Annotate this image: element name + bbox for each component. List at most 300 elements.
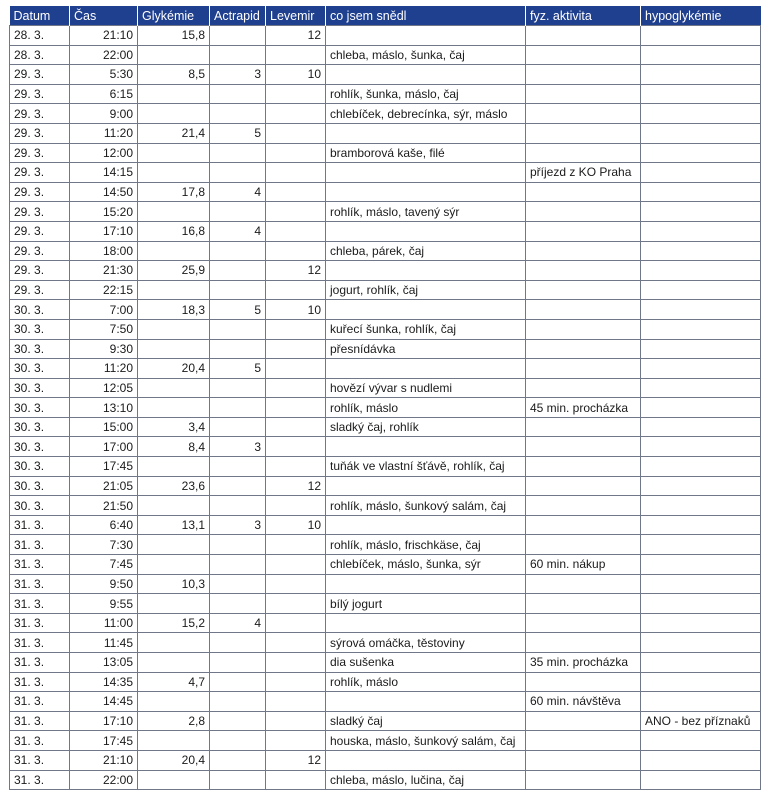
cell-food: rohlík, máslo (326, 672, 526, 692)
cell-levemir (266, 457, 326, 477)
cell-actrapid (210, 770, 266, 790)
cell-hypoglycemia (641, 241, 761, 261)
table-row (10, 535, 761, 555)
table-row (10, 515, 761, 535)
cell-food: chleba, máslo, šunka, čaj (326, 45, 526, 65)
cell-hypoglycemia (641, 163, 761, 183)
cell-hypoglycemia (641, 280, 761, 300)
glycemia-log (9, 6, 760, 790)
cell-glycemia: 25,9 (138, 261, 210, 281)
cell-food: hovězí vývar s nudlemi (326, 378, 526, 398)
cell-glycemia: 20,4 (138, 750, 210, 770)
cell-date: 31. 3. (10, 594, 70, 614)
cell-time: 21:30 (70, 261, 138, 281)
cell-hypoglycemia (641, 339, 761, 359)
cell-food (326, 163, 526, 183)
cell-hypoglycemia (641, 45, 761, 65)
cell-levemir (266, 202, 326, 222)
cell-time: 15:00 (70, 417, 138, 437)
cell-hypoglycemia (641, 731, 761, 751)
cell-date: 29. 3. (10, 163, 70, 183)
table-row (10, 241, 761, 261)
cell-food: sladký čaj, rohlík (326, 417, 526, 437)
cell-glycemia: 2,8 (138, 711, 210, 731)
cell-actrapid (210, 496, 266, 516)
column-header-time: Čas (70, 6, 138, 26)
cell-levemir (266, 417, 326, 437)
cell-actrapid (210, 163, 266, 183)
cell-activity (526, 359, 641, 379)
column-header-hypoglycemia: hypoglykémie (641, 6, 761, 26)
table-row (10, 496, 761, 516)
cell-date: 30. 3. (10, 496, 70, 516)
cell-date: 30. 3. (10, 417, 70, 437)
cell-hypoglycemia (641, 633, 761, 653)
cell-actrapid (210, 672, 266, 692)
cell-levemir: 10 (266, 300, 326, 320)
cell-time: 17:45 (70, 457, 138, 477)
cell-glycemia (138, 496, 210, 516)
cell-time: 22:15 (70, 280, 138, 300)
cell-time: 14:45 (70, 692, 138, 712)
cell-time: 18:00 (70, 241, 138, 261)
cell-food (326, 359, 526, 379)
cell-actrapid (210, 417, 266, 437)
cell-actrapid (210, 653, 266, 673)
cell-time: 9:55 (70, 594, 138, 614)
cell-food (326, 26, 526, 46)
column-header-date: Datum (10, 6, 70, 26)
cell-actrapid (210, 711, 266, 731)
cell-activity (526, 535, 641, 555)
table-row (10, 378, 761, 398)
cell-hypoglycemia (641, 417, 761, 437)
cell-date: 30. 3. (10, 339, 70, 359)
cell-food: bramborová kaše, filé (326, 143, 526, 163)
cell-food: chleba, máslo, lučina, čaj (326, 770, 526, 790)
column-header-actrapid: Actrapid (210, 6, 266, 26)
cell-glycemia: 3,4 (138, 417, 210, 437)
cell-levemir (266, 613, 326, 633)
cell-date: 31. 3. (10, 770, 70, 790)
cell-activity (526, 613, 641, 633)
cell-date: 29. 3. (10, 104, 70, 124)
cell-time: 9:50 (70, 574, 138, 594)
cell-levemir (266, 770, 326, 790)
cell-food: jogurt, rohlík, čaj (326, 280, 526, 300)
cell-date: 29. 3. (10, 182, 70, 202)
cell-actrapid (210, 574, 266, 594)
cell-hypoglycemia (641, 535, 761, 555)
table-row (10, 300, 761, 320)
cell-food: sladký čaj (326, 711, 526, 731)
table-row (10, 711, 761, 731)
cell-glycemia (138, 202, 210, 222)
table-row (10, 574, 761, 594)
cell-actrapid (210, 594, 266, 614)
cell-hypoglycemia (641, 261, 761, 281)
cell-glycemia: 8,5 (138, 65, 210, 85)
cell-levemir (266, 398, 326, 418)
table-row (10, 770, 761, 790)
cell-actrapid (210, 280, 266, 300)
table-row (10, 65, 761, 85)
cell-levemir (266, 45, 326, 65)
cell-actrapid (210, 202, 266, 222)
cell-date: 29. 3. (10, 123, 70, 143)
cell-glycemia (138, 398, 210, 418)
cell-activity (526, 672, 641, 692)
cell-food (326, 300, 526, 320)
cell-time: 7:50 (70, 319, 138, 339)
table-row (10, 437, 761, 457)
cell-food: sýrová omáčka, těstoviny (326, 633, 526, 653)
cell-date: 28. 3. (10, 45, 70, 65)
cell-activity (526, 104, 641, 124)
cell-time: 13:10 (70, 398, 138, 418)
cell-food (326, 750, 526, 770)
cell-actrapid (210, 45, 266, 65)
cell-glycemia (138, 653, 210, 673)
cell-levemir (266, 104, 326, 124)
cell-levemir: 12 (266, 26, 326, 46)
cell-hypoglycemia (641, 26, 761, 46)
cell-time: 15:20 (70, 202, 138, 222)
cell-actrapid (210, 457, 266, 477)
table-row (10, 202, 761, 222)
column-header-food: co jsem snědl (326, 6, 526, 26)
cell-date: 29. 3. (10, 84, 70, 104)
cell-activity (526, 45, 641, 65)
header-row (10, 6, 761, 26)
cell-time: 11:45 (70, 633, 138, 653)
cell-glycemia (138, 535, 210, 555)
cell-time: 12:05 (70, 378, 138, 398)
cell-time: 9:00 (70, 104, 138, 124)
cell-levemir: 10 (266, 515, 326, 535)
cell-food (326, 123, 526, 143)
cell-date: 31. 3. (10, 535, 70, 555)
cell-activity (526, 300, 641, 320)
cell-date: 31. 3. (10, 613, 70, 633)
table-row (10, 633, 761, 653)
cell-glycemia (138, 104, 210, 124)
cell-activity: 60 min. návštěva (526, 692, 641, 712)
cell-actrapid (210, 143, 266, 163)
cell-time: 7:45 (70, 555, 138, 575)
cell-hypoglycemia (641, 123, 761, 143)
cell-levemir (266, 378, 326, 398)
table-row (10, 692, 761, 712)
cell-levemir (266, 339, 326, 359)
cell-food: houska, máslo, šunkový salám, čaj (326, 731, 526, 751)
cell-food: bílý jogurt (326, 594, 526, 614)
cell-activity (526, 202, 641, 222)
cell-glycemia (138, 594, 210, 614)
cell-levemir (266, 182, 326, 202)
cell-date: 30. 3. (10, 437, 70, 457)
cell-date: 30. 3. (10, 457, 70, 477)
cell-hypoglycemia (641, 398, 761, 418)
cell-actrapid (210, 319, 266, 339)
cell-activity (526, 339, 641, 359)
cell-activity (526, 633, 641, 653)
cell-date: 31. 3. (10, 574, 70, 594)
cell-activity (526, 84, 641, 104)
cell-glycemia (138, 633, 210, 653)
cell-time: 7:00 (70, 300, 138, 320)
cell-date: 31. 3. (10, 515, 70, 535)
cell-time: 11:20 (70, 359, 138, 379)
cell-activity (526, 731, 641, 751)
cell-glycemia (138, 84, 210, 104)
cell-actrapid (210, 555, 266, 575)
cell-glycemia: 18,3 (138, 300, 210, 320)
cell-activity (526, 496, 641, 516)
cell-levemir (266, 731, 326, 751)
cell-food (326, 437, 526, 457)
cell-activity (526, 378, 641, 398)
table-row (10, 417, 761, 437)
cell-glycemia: 10,3 (138, 574, 210, 594)
cell-activity (526, 515, 641, 535)
cell-time: 21:10 (70, 750, 138, 770)
cell-activity (526, 26, 641, 46)
cell-food (326, 574, 526, 594)
cell-activity (526, 770, 641, 790)
table-row (10, 26, 761, 46)
cell-food: chleba, párek, čaj (326, 241, 526, 261)
table-row (10, 182, 761, 202)
cell-levemir (266, 280, 326, 300)
cell-levemir: 10 (266, 65, 326, 85)
cell-date: 31. 3. (10, 731, 70, 751)
cell-activity (526, 280, 641, 300)
cell-actrapid (210, 731, 266, 751)
cell-glycemia (138, 241, 210, 261)
cell-date: 29. 3. (10, 65, 70, 85)
cell-time: 21:50 (70, 496, 138, 516)
cell-levemir: 12 (266, 476, 326, 496)
cell-hypoglycemia (641, 515, 761, 535)
cell-actrapid: 5 (210, 123, 266, 143)
cell-glycemia (138, 280, 210, 300)
cell-glycemia (138, 319, 210, 339)
cell-activity: 35 min. procházka (526, 653, 641, 673)
cell-levemir (266, 84, 326, 104)
cell-actrapid: 4 (210, 613, 266, 633)
cell-time: 17:10 (70, 221, 138, 241)
cell-date: 29. 3. (10, 221, 70, 241)
cell-activity (526, 750, 641, 770)
cell-hypoglycemia (641, 613, 761, 633)
table-row (10, 143, 761, 163)
cell-actrapid (210, 692, 266, 712)
cell-hypoglycemia (641, 143, 761, 163)
cell-actrapid: 5 (210, 359, 266, 379)
table-row (10, 731, 761, 751)
cell-actrapid: 5 (210, 300, 266, 320)
cell-food: chlebíček, máslo, šunka, sýr (326, 555, 526, 575)
cell-date: 28. 3. (10, 26, 70, 46)
cell-food: rohlík, šunka, máslo, čaj (326, 84, 526, 104)
cell-date: 29. 3. (10, 241, 70, 261)
cell-levemir (266, 496, 326, 516)
table-row (10, 476, 761, 496)
cell-actrapid (210, 84, 266, 104)
table-row (10, 750, 761, 770)
cell-time: 14:35 (70, 672, 138, 692)
cell-date: 30. 3. (10, 300, 70, 320)
cell-actrapid: 3 (210, 65, 266, 85)
cell-food (326, 692, 526, 712)
cell-date: 31. 3. (10, 750, 70, 770)
cell-glycemia: 16,8 (138, 221, 210, 241)
cell-time: 22:00 (70, 45, 138, 65)
table-row (10, 221, 761, 241)
cell-glycemia: 21,4 (138, 123, 210, 143)
cell-food (326, 476, 526, 496)
cell-hypoglycemia (641, 359, 761, 379)
cell-activity (526, 574, 641, 594)
cell-levemir (266, 437, 326, 457)
cell-hypoglycemia (641, 594, 761, 614)
cell-activity (526, 143, 641, 163)
cell-glycemia (138, 555, 210, 575)
cell-time: 9:30 (70, 339, 138, 359)
cell-hypoglycemia: ANO - bez příznaků (641, 711, 761, 731)
table-row (10, 398, 761, 418)
table-row (10, 163, 761, 183)
cell-levemir (266, 633, 326, 653)
cell-food: dia sušenka (326, 653, 526, 673)
cell-hypoglycemia (641, 653, 761, 673)
table-row (10, 319, 761, 339)
cell-time: 11:00 (70, 613, 138, 633)
cell-levemir (266, 692, 326, 712)
cell-actrapid (210, 750, 266, 770)
table-row (10, 457, 761, 477)
cell-actrapid (210, 241, 266, 261)
cell-food (326, 65, 526, 85)
cell-levemir (266, 535, 326, 555)
cell-levemir (266, 123, 326, 143)
cell-actrapid (210, 398, 266, 418)
cell-time: 14:15 (70, 163, 138, 183)
cell-hypoglycemia (641, 555, 761, 575)
table-row (10, 45, 761, 65)
cell-food (326, 515, 526, 535)
cell-levemir (266, 555, 326, 575)
cell-activity: příjezd z KO Praha (526, 163, 641, 183)
cell-hypoglycemia (641, 84, 761, 104)
cell-food: chlebíček, debrecínka, sýr, máslo (326, 104, 526, 124)
cell-date: 29. 3. (10, 261, 70, 281)
cell-date: 30. 3. (10, 476, 70, 496)
cell-glycemia: 23,6 (138, 476, 210, 496)
cell-food: rohlík, máslo, tavený sýr (326, 202, 526, 222)
cell-levemir (266, 594, 326, 614)
cell-date: 31. 3. (10, 653, 70, 673)
cell-actrapid: 3 (210, 437, 266, 457)
cell-actrapid (210, 26, 266, 46)
cell-activity (526, 123, 641, 143)
cell-time: 22:00 (70, 770, 138, 790)
cell-levemir (266, 241, 326, 261)
cell-glycemia: 8,4 (138, 437, 210, 457)
cell-glycemia: 17,8 (138, 182, 210, 202)
cell-actrapid: 4 (210, 221, 266, 241)
cell-activity (526, 437, 641, 457)
table-row (10, 123, 761, 143)
cell-food: rohlík, máslo, šunkový salám, čaj (326, 496, 526, 516)
cell-actrapid: 3 (210, 515, 266, 535)
table-row (10, 359, 761, 379)
cell-glycemia (138, 163, 210, 183)
cell-time: 7:30 (70, 535, 138, 555)
cell-date: 30. 3. (10, 378, 70, 398)
cell-levemir: 12 (266, 750, 326, 770)
table-row (10, 672, 761, 692)
cell-activity (526, 417, 641, 437)
cell-activity (526, 65, 641, 85)
table-body (10, 26, 761, 790)
cell-hypoglycemia (641, 574, 761, 594)
cell-actrapid (210, 378, 266, 398)
table-row (10, 594, 761, 614)
cell-actrapid (210, 104, 266, 124)
cell-food (326, 261, 526, 281)
cell-time: 5:30 (70, 65, 138, 85)
cell-food: přesnídávka (326, 339, 526, 359)
cell-levemir (266, 319, 326, 339)
cell-activity (526, 261, 641, 281)
cell-date: 31. 3. (10, 672, 70, 692)
cell-glycemia (138, 457, 210, 477)
table-row (10, 84, 761, 104)
cell-hypoglycemia (641, 104, 761, 124)
cell-activity (526, 457, 641, 477)
cell-actrapid (210, 535, 266, 555)
cell-food (326, 221, 526, 241)
cell-hypoglycemia (641, 750, 761, 770)
cell-food: tuňák ve vlastní šťávě, rohlík, čaj (326, 457, 526, 477)
cell-time: 11:20 (70, 123, 138, 143)
cell-activity (526, 711, 641, 731)
cell-levemir (266, 143, 326, 163)
cell-activity (526, 182, 641, 202)
cell-hypoglycemia (641, 319, 761, 339)
cell-activity (526, 221, 641, 241)
table-row (10, 280, 761, 300)
cell-activity: 60 min. nákup (526, 555, 641, 575)
column-header-activity: fyz. aktivita (526, 6, 641, 26)
cell-hypoglycemia (641, 692, 761, 712)
cell-hypoglycemia (641, 378, 761, 398)
cell-time: 17:10 (70, 711, 138, 731)
cell-glycemia (138, 45, 210, 65)
cell-glycemia (138, 378, 210, 398)
cell-date: 30. 3. (10, 359, 70, 379)
column-header-glycemia: Glykémie (138, 6, 210, 26)
cell-time: 6:40 (70, 515, 138, 535)
cell-actrapid (210, 633, 266, 653)
cell-activity (526, 241, 641, 261)
cell-hypoglycemia (641, 496, 761, 516)
table-header (10, 6, 761, 26)
cell-glycemia: 20,4 (138, 359, 210, 379)
cell-hypoglycemia (641, 457, 761, 477)
